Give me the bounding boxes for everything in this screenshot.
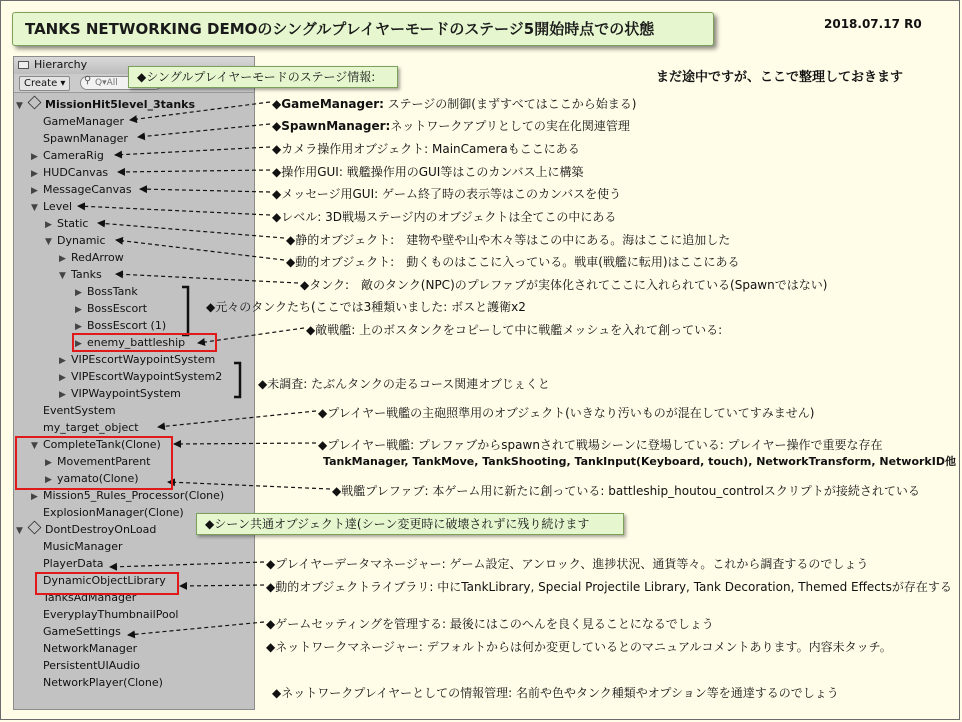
tree-item-everyplay[interactable]: EveryplayThumbnailPool bbox=[43, 608, 179, 621]
tree-item-label: RedArrow bbox=[71, 251, 124, 264]
collapsed-arrow-icon[interactable]: ▶ bbox=[59, 373, 66, 383]
annotation: ◆SpawnManager:ネットワークアプリとしての実在化関連管理 bbox=[272, 119, 630, 133]
tree-item-tanksadmanager[interactable]: TanksAdManager bbox=[43, 591, 137, 604]
collapsed-arrow-icon[interactable]: ▶ bbox=[75, 339, 82, 349]
collapsed-arrow-icon[interactable]: ▶ bbox=[59, 356, 66, 366]
annotation: ◆未調査: たぶんタンクの走るコース関連オブじぇくと bbox=[258, 377, 550, 391]
tree-item-label: VIPEscortWaypointSystem2 bbox=[71, 370, 223, 383]
arrow-hudcanvas bbox=[118, 170, 270, 172]
annotation: ◆ネットワークマネージャー: デフォルトからは何か変更しているとのマニュアルコメントあります。内容未タッチ。 bbox=[266, 640, 892, 654]
tree-item-gamemanager[interactable]: GameManager bbox=[43, 115, 124, 128]
tree-item-label: BossEscort bbox=[87, 302, 148, 315]
date-label: 2018.07.17 R0 bbox=[824, 17, 922, 31]
tree-item-musicmanager[interactable]: MusicManager bbox=[43, 540, 123, 553]
annotation: ◆操作用GUI: 戦艦操作用のGUI等はこのカンバス上に構築 bbox=[272, 165, 584, 179]
annotation: ◆動的オブジェクトライブラリ: 中にTankLibrary, Special Projectile Library, Tank Decoration, Themed Effectsが存在する bbox=[266, 580, 952, 594]
tree-item-label: MessageCanvas bbox=[43, 183, 132, 196]
common-objects-label: ◆シーン共通オブジェクト達(シーン変更時に破壊されずに残り続けます bbox=[196, 513, 624, 535]
highlight-completetank bbox=[16, 437, 172, 489]
scene-name: MissionHit5level_3tanks bbox=[45, 98, 196, 111]
collapsed-arrow-icon[interactable]: ▶ bbox=[31, 152, 38, 162]
collapsed-arrow-icon[interactable]: ▶ bbox=[31, 492, 38, 502]
tree-item-label: Static bbox=[57, 217, 89, 230]
tree-item-explosionmanager[interactable]: ExplosionManager(Clone) bbox=[43, 506, 184, 519]
arrow-playerdata bbox=[110, 562, 264, 567]
collapsed-arrow-icon[interactable]: ▶ bbox=[75, 322, 82, 332]
annotation: ◆元々のタンクたち(ここでは3種類いました: ボスと護衛x2 bbox=[206, 300, 526, 314]
arrow-yamato bbox=[168, 482, 330, 489]
annotation: ◆メッセージ用GUI: ゲーム終了時の表示等はこのカンバスを使う bbox=[272, 187, 622, 201]
highlight-dynamicobjectlibrary bbox=[36, 573, 178, 594]
arrow-level bbox=[78, 206, 270, 215]
tree-item-label: BossTank bbox=[87, 285, 138, 298]
bracket-boss-tanks bbox=[182, 287, 188, 335]
collapsed-arrow-icon[interactable]: ▶ bbox=[45, 475, 52, 485]
tree-item-playerdata[interactable]: PlayerData bbox=[43, 557, 104, 570]
arrow-static bbox=[98, 223, 284, 238]
wip-note: まだ途中ですが、ここで整理しておきます bbox=[656, 70, 904, 85]
expand-arrow-icon[interactable]: ▼ bbox=[16, 526, 23, 536]
hierarchy-tab-label: Hierarchy bbox=[34, 58, 88, 71]
tree-item-my-target-object[interactable]: my_target_object bbox=[43, 421, 139, 434]
tree-item-label: CompleteTank(Clone) bbox=[43, 438, 161, 451]
tree-item-label: Dynamic bbox=[57, 234, 106, 247]
annotation: ◆ゲームセッティングを管理する: 最後にはこのへんを良く見ることになるでしょう bbox=[266, 617, 714, 631]
tree-item-label: HUDCanvas bbox=[43, 166, 109, 179]
highlight-enemy-battleship bbox=[73, 334, 216, 351]
tree-item-label: MovementParent bbox=[57, 455, 151, 468]
expand-arrow-icon[interactable]: ▼ bbox=[59, 271, 66, 281]
search-icon: ⚲ bbox=[84, 75, 92, 86]
bracket-vip-waypoints bbox=[234, 363, 240, 397]
collapsed-arrow-icon[interactable]: ▶ bbox=[31, 186, 38, 196]
arrow-completetank bbox=[174, 443, 316, 444]
tree-item-networkmanager[interactable]: NetworkManager bbox=[43, 642, 138, 655]
collapsed-arrow-icon[interactable]: ▶ bbox=[75, 305, 82, 315]
annotation: ◆ネットワークプレイヤーとしての情報管理: 名前や色やタンク種類やオプション等を通達するのでしょう bbox=[272, 686, 839, 700]
collapsed-arrow-icon[interactable]: ▶ bbox=[45, 458, 52, 468]
tree-item-label: VIPWaypointSystem bbox=[71, 387, 181, 400]
stage-info-label: ◆シングルプレイヤーモードのステージ情報: bbox=[128, 66, 398, 88]
tree-item-eventsystem[interactable]: EventSystem bbox=[43, 404, 116, 417]
collapsed-arrow-icon[interactable]: ▶ bbox=[59, 390, 66, 400]
annotation: ◆戦艦プレファブ: 本ゲーム用に新たに創っている: battleship_houtou_controlスクリプトが接続されている bbox=[332, 484, 920, 498]
arrow-spawnmanager bbox=[138, 124, 270, 137]
expand-arrow-icon[interactable]: ▼ bbox=[31, 441, 38, 451]
tree-item-dynamicobjectlibrary[interactable]: DynamicObjectLibrary bbox=[43, 574, 166, 587]
page-title: TANKS NETWORKING DEMOのシングルプレイヤーモードのステージ5開始時点での状態 bbox=[12, 12, 714, 46]
annotation: ◆プレイヤー戦艦: プレファブからspawnされて戦場シーンに登場している: プレイヤー操作で重要な存在 bbox=[318, 438, 883, 452]
tree-item-label: yamato(Clone) bbox=[57, 472, 139, 485]
arrow-gamemanager bbox=[130, 102, 270, 120]
annotation: TankManager, TankMove, TankShooting, TankInput(Keyboard, touch), NetworkTransform, NetworkID他 bbox=[323, 455, 956, 468]
annotation: ◆プレイヤーデータマネージャー: ゲーム設定、アンロック、進捗状況、通貨等々。これから調査するのでしょう bbox=[266, 557, 869, 571]
annotation: ◆レベル: 3D戦場ステージ内のオブジェクトは全てこの中にある bbox=[272, 210, 617, 224]
annotation: ◆動的オブジェクト: 動くものはここに入っている。戦車(戦艦に転用)はここにある bbox=[286, 255, 740, 269]
create-button[interactable]: Create ▾ bbox=[19, 76, 70, 91]
scene-name: DontDestroyOnLoad bbox=[45, 523, 157, 536]
tree-item-label: Mission5_Rules_Processor(Clone) bbox=[43, 489, 225, 502]
annotation: ◆タンク: 敵のタンク(NPC)のプレファブが実体化されてここに入れられている(Spawnではない) bbox=[300, 278, 828, 292]
tree-item-label: CameraRig bbox=[43, 149, 104, 162]
tree-item-label: Tanks bbox=[71, 268, 102, 281]
tree-item-label: VIPEscortWaypointSystem bbox=[71, 353, 216, 366]
collapsed-arrow-icon[interactable]: ▶ bbox=[31, 169, 38, 179]
annotation: ◆GameManager: ステージの制御(まずすべてはここから始まる) bbox=[272, 97, 637, 111]
arrow-my-target bbox=[158, 411, 316, 427]
annotation: ◆カメラ操作用オブジェクト: MainCameraもここにある bbox=[272, 142, 580, 156]
tree-item-label: Level bbox=[43, 200, 73, 213]
tree-item-spawnmanager[interactable]: SpawnManager bbox=[43, 132, 128, 145]
tree-item-networkplayer[interactable]: NetworkPlayer(Clone) bbox=[43, 676, 163, 689]
expand-arrow-icon[interactable]: ▼ bbox=[31, 203, 38, 213]
arrow-messagecanvas bbox=[140, 189, 270, 192]
arrow-enemy-battleship bbox=[198, 328, 304, 343]
arrow-tanks bbox=[116, 274, 298, 283]
collapsed-arrow-icon[interactable]: ▶ bbox=[75, 288, 82, 298]
tree-item-persistentuiaudio[interactable]: PersistentUIAudio bbox=[43, 659, 140, 672]
arrow-dynamicobjectlibrary bbox=[180, 585, 264, 586]
tree-item-gamesettings[interactable]: GameSettings bbox=[43, 625, 121, 638]
annotation: ◆敵戦艦: 上のボスタンクをコピーして中に戦艦メッシュを入れて創っている: bbox=[306, 323, 723, 337]
annotation: ◆静的オブジェクト: 建物や壁や山や木々等はこの中にある。海はここに追加した bbox=[286, 233, 731, 247]
expand-arrow-icon[interactable]: ▼ bbox=[16, 101, 23, 111]
tree-item-label: BossEscort (1) bbox=[87, 319, 167, 332]
collapsed-arrow-icon[interactable]: ▶ bbox=[59, 254, 66, 264]
tree-item-label: enemy_battleship bbox=[87, 336, 186, 349]
arrow-camerarig bbox=[115, 147, 270, 155]
arrow-dynamic bbox=[116, 240, 284, 260]
expand-arrow-icon[interactable]: ▼ bbox=[45, 237, 52, 247]
arrow-gamesettings bbox=[128, 622, 264, 635]
collapsed-arrow-icon[interactable]: ▶ bbox=[45, 220, 52, 230]
annotation: ◆プレイヤー戦艦の主砲照準用のオブジェクト(いきなり汚いものが混在していてすみません) bbox=[318, 406, 815, 420]
